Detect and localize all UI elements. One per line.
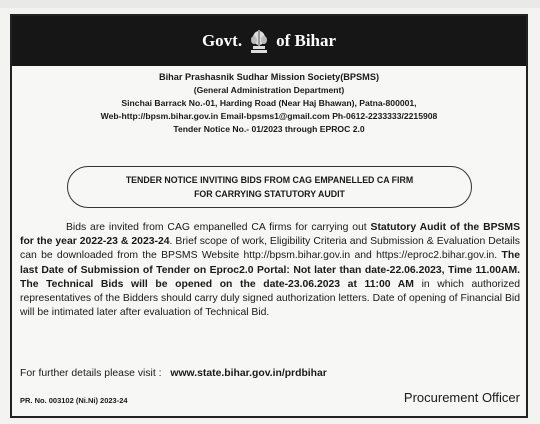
body-bold-2: The last Date of Submission of Tender on Eproc2.0 Portal: Not later than date-22.06.2023, Time 11.00AM. The Technical Bids will be opened on the date-23.06.2023 at 11:00 AM (20, 250, 520, 290)
notice-title-line-2: FOR CARRYING STATUTORY AUDIT (194, 189, 345, 199)
body-text-1: Bids are invited from CAG empanelled CA firms for carrying out (66, 222, 371, 233)
tender-notice-number: Tender Notice No.- 01/2023 through EPROC 2.0 (173, 124, 365, 134)
organization-name: Bihar Prashasnik Sudhar Mission Society(BPSMS) (158, 72, 380, 82)
tender-notice (10, 14, 528, 418)
office-address: Sinchai Barrack No.-01, Harding Road (Near Haj Bhawan), Patna-800001, (121, 98, 417, 108)
notice-paragraph (20, 221, 520, 320)
notice-title-line-1: TENDER NOTICE INVITING BIDS FROM CAG EMPANELLED CA FIRM (125, 175, 414, 185)
banner-govt-text: Govt. (201, 31, 243, 50)
government-banner (12, 16, 526, 66)
further-details-label: For further details please visit : (20, 368, 162, 379)
body-text-3: in which authorized representatives of the Bidders should carry duly signed authorization letters. Date of opening of Financial Bid will be intimated later after evaluation of Technical Bid. (20, 278, 520, 319)
state-emblem-icon (248, 28, 270, 54)
department-name: (General Administration Department) (193, 85, 345, 95)
notice-body (20, 221, 520, 320)
issuer-header (12, 71, 526, 136)
notice-footer (20, 390, 520, 410)
body-bold-1: Statutory Audit of the BPSMS for the year 2022-23 & 2023-24 (20, 222, 521, 248)
top-strip (0, 0, 540, 8)
further-details-url[interactable]: www.state.bihar.gov.in/prdbihar (170, 368, 327, 379)
further-details (20, 368, 327, 379)
banner-bihar-text: of Bihar (276, 31, 337, 50)
notice-title-box (67, 166, 472, 208)
body-text-2: . Brief scope of work, Eligibility Criteria and Submission & Evaluation Details can be downloaded from the BPSMS Website http://bpsm.bihar.gov.in and https://eproc2.bihar.gov.in. (20, 236, 520, 262)
contact-details: Web-http://bpsm.bihar.gov.in Email-bpsms1@gmail.com Ph-0612-2233333/2215908 (100, 111, 438, 121)
pr-number: PR. No. 003102 (Ni.Ni) 2023-24 (20, 396, 128, 405)
procurement-officer: Procurement Officer (403, 390, 520, 405)
